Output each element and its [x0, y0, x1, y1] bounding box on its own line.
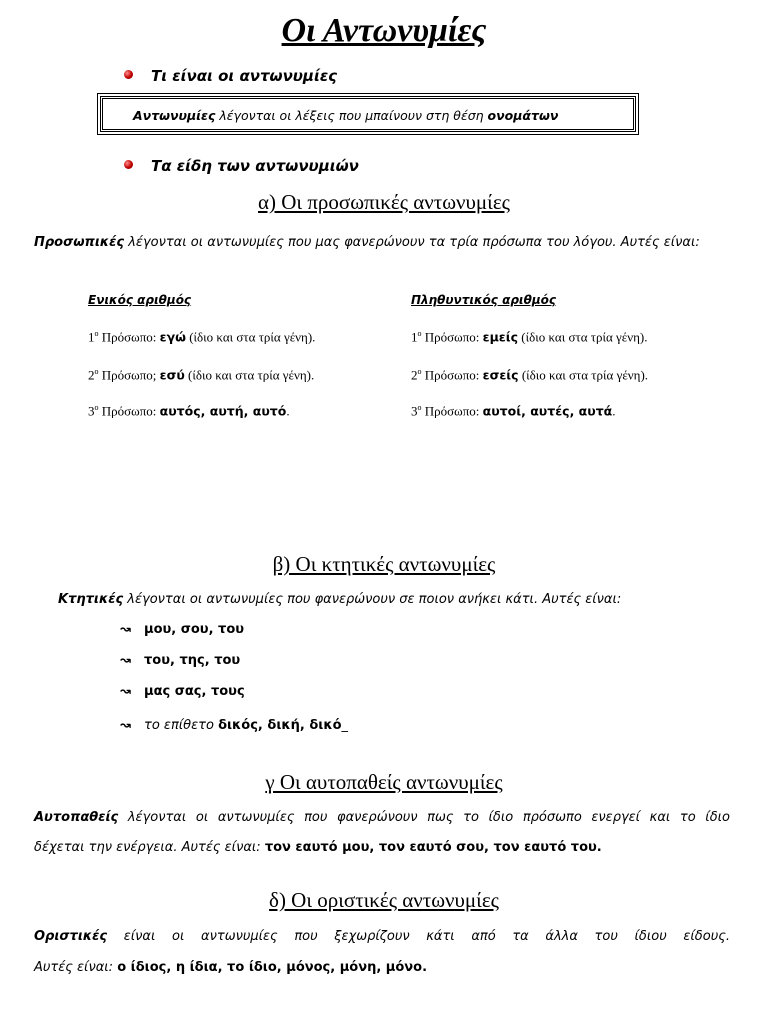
plural-header: Πληθυντικός αριθμός: [411, 293, 557, 307]
section-c-title: γ Οι αυτοπαθείς αντωνυμίες: [265, 770, 503, 794]
singular-row-1: $1^o$ Πρόσωπο: εγώ (ίδιο και στα τρία γένη).: [88, 329, 316, 345]
section-d-line-1: [34, 929, 730, 944]
possessive-item-3: ↝ μας σας, τους: [120, 684, 245, 699]
section-b-intro: [58, 592, 621, 607]
intro-term: Αυτοπαθείς: [34, 810, 119, 825]
bullet-text: Τι είναι οι αντωνυμίες: [151, 67, 338, 85]
red-bullet-icon: [124, 70, 133, 79]
intro-rest: είναι οι αντωνυμίες που ξεχωρίζουν κάτι από τα άλλα του ίδιου είδους.: [107, 929, 730, 944]
page-title: Οι Αντωνυμίες: [281, 12, 487, 49]
section-b-title: β) Οι κτητικές αντωνυμίες: [272, 552, 496, 576]
section-c-line-1: [34, 810, 730, 825]
section-d-title: δ) Οι οριστικές αντωνυμίες: [269, 888, 499, 912]
definition-middle: λέγονται οι λέξεις που μπαίνουν στη θέση: [215, 108, 488, 123]
possessive-item-2: ↝ του, της, του: [120, 653, 241, 668]
definition-text: [133, 108, 558, 123]
intro-term: Κτητικές: [58, 592, 124, 607]
intro-term: Οριστικές: [34, 929, 108, 944]
section-a-intro: [34, 235, 700, 250]
squiggle-arrow-icon: ↝: [120, 622, 131, 637]
section-a-title: α) Οι προσωπικές αντωνυμίες: [258, 190, 510, 214]
bullet-what-are-pronouns: [124, 67, 337, 85]
definition-term: Αντωνυμίες: [133, 108, 216, 123]
possessive-item-1: ↝ μου, σου, του: [120, 622, 245, 637]
squiggle-arrow-icon: ↝: [120, 653, 131, 668]
plural-row-3: $3^o$ Πρόσωπο: αυτοί, αυτές, αυτά.: [411, 403, 616, 419]
intro-rest: λέγονται οι αντωνυμίες που φανερώνουν πως το ίδιο πρόσωπο ενεργεί και το ίδιο: [118, 810, 730, 825]
intro-term: Προσωπικές: [34, 235, 125, 250]
singular-row-2: $2^o$ Πρόσωπο; εσύ (ίδιο και στα τρία γένη).: [88, 367, 315, 383]
possessive-item-4: ↝ το επίθετο δικός, δική, δικό_: [120, 718, 349, 733]
bullet-pronoun-types: [124, 157, 359, 175]
singular-row-3: $3^o$ Πρόσωπο: αυτός, αυτή, αυτό.: [88, 403, 290, 419]
bullet-text: Τα είδη των αντωνυμιών: [151, 157, 359, 175]
squiggle-arrow-icon: ↝: [120, 718, 131, 733]
definition-box: [100, 96, 636, 132]
plural-row-2: $2^o$ Πρόσωπο: εσείς (ίδιο και στα τρία γένη).: [411, 367, 649, 383]
intro-rest: λέγονται οι αντωνυμίες που μας φανερώνουν τα τρία πρόσωπα του λόγου. Αυτές είναι:: [124, 235, 700, 250]
intro-rest: λέγονται οι αντωνυμίες που φανερώνουν σε ποιον ανήκει κάτι. Αυτές είναι:: [123, 592, 622, 607]
section-c-line-2: δέχεται την ενέργεια. Αυτές είναι: τον εαυτό μου, τον εαυτό σου, τον εαυτό του.: [34, 840, 602, 855]
red-bullet-icon: [124, 160, 133, 169]
definition-end: ονομάτων: [487, 108, 559, 123]
section-d-line-2: Αυτές είναι: ο ίδιος, η ίδια, το ίδιο, μόνος, μόνη, μόνο.: [34, 960, 428, 975]
squiggle-arrow-icon: ↝: [120, 684, 131, 699]
plural-row-1: $1^o$ Πρόσωπο: εμείς (ίδιο και στα τρία γένη).: [411, 329, 648, 345]
singular-header: Ενικός αριθμός: [88, 293, 192, 307]
